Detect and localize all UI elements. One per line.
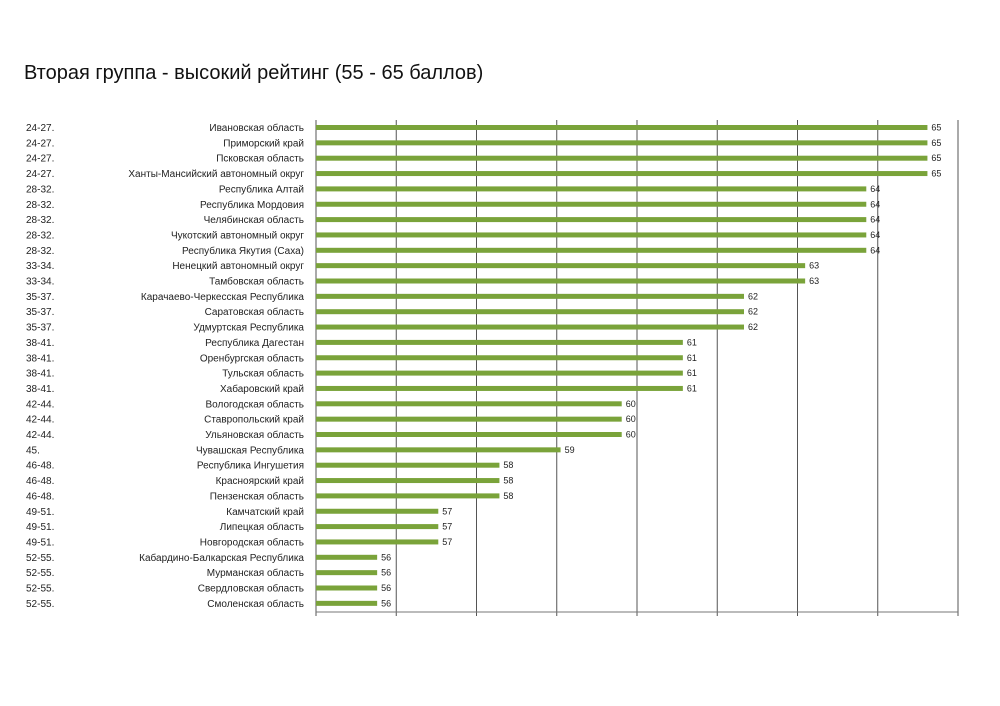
data-label: 64 — [870, 214, 881, 225]
data-label: 58 — [503, 490, 514, 501]
data-label: 56 — [381, 552, 392, 563]
category-label: Ненецкий автономный округ — [172, 261, 304, 273]
bar — [316, 447, 561, 452]
category-label: Республика Ингушетия — [196, 460, 304, 472]
data-label: 62 — [748, 306, 759, 317]
bar — [316, 309, 744, 314]
data-label: 64 — [870, 183, 881, 194]
rank-label: 52-55. — [26, 568, 55, 580]
bar — [316, 463, 499, 468]
data-label: 56 — [381, 583, 392, 593]
rank-label: 24-27. — [26, 169, 55, 181]
rank-label: 38-41. — [26, 337, 55, 349]
bar — [316, 248, 866, 253]
bar — [316, 325, 744, 330]
category-label: Республика Дагестан — [205, 337, 304, 349]
category-label: Республика Мордовия — [200, 199, 304, 211]
data-label: 56 — [381, 598, 392, 609]
rank-label: 38-41. — [26, 368, 55, 380]
bar — [316, 586, 377, 591]
category-label: Чукотский автономный округ — [170, 230, 304, 242]
category-label: Свердловская область — [197, 583, 304, 595]
category-label: Кабардино-Балкарская Республика — [139, 552, 304, 564]
category-label: Приморский край — [223, 138, 304, 150]
rank-label: 49-51. — [26, 506, 55, 518]
category-label: Липецкая область — [219, 522, 304, 534]
rank-label: 33-34. — [26, 276, 55, 288]
data-label: 65 — [931, 137, 942, 148]
rank-label: 24-27. — [26, 123, 55, 134]
rank-label: 42-44. — [26, 414, 55, 426]
data-label: 56 — [381, 567, 392, 578]
category-label: Пензенская область — [209, 491, 304, 503]
category-label: Мурманская область — [206, 568, 304, 580]
data-label: 65 — [931, 168, 942, 179]
bar — [316, 401, 622, 406]
rank-label: 35-37. — [26, 322, 55, 334]
data-label: 64 — [870, 245, 881, 256]
bar — [316, 478, 499, 483]
category-label: Тамбовская область — [209, 276, 304, 288]
data-label: 57 — [442, 521, 453, 532]
bar — [316, 570, 377, 575]
category-label: Челябинская область — [203, 215, 304, 227]
rank-label: 49-51. — [26, 537, 55, 549]
rank-label: 38-41. — [26, 383, 55, 395]
rank-label: 28-32. — [26, 184, 55, 196]
bar — [316, 232, 866, 237]
rank-label: 24-27. — [26, 138, 55, 150]
bar — [316, 493, 499, 498]
category-label: Камчатский край — [226, 506, 304, 518]
rank-label: 35-37. — [26, 307, 55, 319]
bar — [316, 601, 377, 606]
rank-label: 28-32. — [26, 230, 55, 242]
category-label: Чувашская Республика — [196, 445, 304, 457]
rank-label: 52-55. — [26, 598, 55, 610]
bar — [316, 432, 622, 437]
category-label: Удмуртская Республика — [193, 322, 304, 334]
data-label: 61 — [686, 352, 697, 363]
category-label: Псковская область — [216, 153, 304, 165]
data-label: 57 — [442, 506, 453, 517]
bar — [316, 417, 622, 422]
bar — [316, 539, 438, 544]
bar — [316, 386, 683, 391]
data-label: 60 — [625, 414, 636, 425]
category-label: Ивановская область — [209, 123, 304, 134]
data-label: 60 — [625, 398, 636, 409]
rank-label: 24-27. — [26, 153, 55, 165]
data-label: 63 — [809, 276, 820, 286]
bar — [316, 509, 438, 514]
data-label: 63 — [809, 260, 820, 271]
bar — [316, 294, 744, 299]
data-label: 58 — [503, 460, 514, 471]
rank-label: 28-32. — [26, 199, 55, 211]
bar — [316, 524, 438, 529]
category-label: Саратовская область — [204, 307, 304, 319]
category-label: Ульяновская область — [205, 430, 304, 441]
data-label: 62 — [748, 322, 759, 333]
category-label: Новгородская область — [199, 537, 304, 549]
data-label: 61 — [686, 383, 697, 394]
bar — [316, 355, 683, 360]
category-label: Тульская область — [222, 368, 304, 380]
bar — [316, 555, 377, 560]
data-label: 61 — [686, 337, 697, 348]
bar — [316, 171, 927, 176]
chart-title: Вторая группа - высокий рейтинг (55 - 65 баллов) — [24, 62, 484, 84]
rank-label: 33-34. — [26, 261, 55, 273]
data-label: 58 — [503, 475, 514, 486]
bar — [316, 371, 683, 376]
bar — [316, 140, 927, 145]
rank-label: 46-48. — [26, 476, 55, 488]
category-label: Оренбургская область — [199, 353, 304, 365]
data-label: 65 — [931, 153, 942, 164]
data-label: 60 — [625, 429, 636, 440]
category-label: Ханты-Мансийский автономный округ — [128, 169, 304, 181]
rank-label: 35-37. — [26, 291, 55, 303]
category-label: Ставропольский край — [204, 414, 304, 426]
rank-label: 38-41. — [26, 353, 55, 365]
data-label: 57 — [442, 536, 453, 547]
category-label: Смоленская область — [207, 598, 304, 610]
bar — [316, 217, 866, 222]
bar — [316, 186, 866, 191]
bar — [316, 340, 683, 345]
bar — [316, 263, 805, 268]
data-label: 64 — [870, 229, 881, 240]
data-label: 59 — [564, 444, 575, 455]
category-label: Республика Алтай — [218, 184, 304, 196]
bar — [316, 156, 927, 161]
rank-label: 42-44. — [26, 399, 55, 411]
rank-label: 46-48. — [26, 460, 55, 472]
rank-label: 46-48. — [26, 491, 55, 503]
rank-label: 42-44. — [26, 430, 55, 441]
category-label: Карачаево-Черкесская Республика — [140, 291, 304, 303]
rank-label: 28-32. — [26, 215, 55, 227]
bar — [316, 279, 805, 284]
rank-label: 52-55. — [26, 583, 55, 595]
rank-label: 49-51. — [26, 522, 55, 534]
data-label: 65 — [931, 122, 942, 133]
data-label: 64 — [870, 199, 881, 210]
bar — [316, 202, 866, 207]
category-label: Красноярский край — [215, 476, 304, 488]
category-label: Республика Якутия (Саха) — [181, 245, 304, 257]
category-label: Хабаровский край — [219, 383, 304, 395]
rank-label: 45. — [26, 445, 40, 457]
rank-label: 52-55. — [26, 552, 55, 564]
bar — [316, 125, 927, 130]
data-label: 61 — [686, 368, 697, 379]
category-label: Вологодская область — [205, 399, 304, 411]
rank-label: 28-32. — [26, 245, 55, 257]
data-label: 62 — [748, 291, 759, 302]
